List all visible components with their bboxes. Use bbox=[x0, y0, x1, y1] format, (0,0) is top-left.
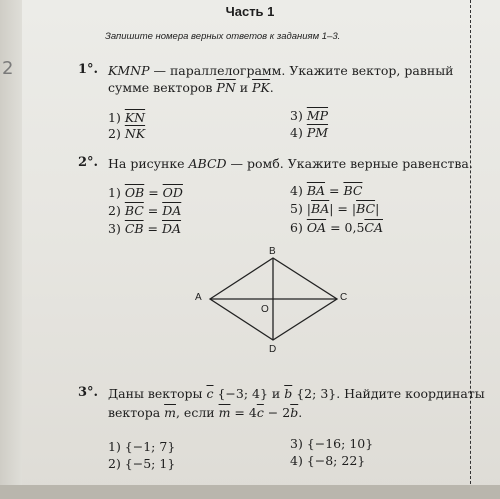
task-3-text-line1: Даны векторы $\overline{c}$ {−3; 4} и $\overline{b}$ {2; 3}. Найдите координаты bbox=[108, 386, 485, 401]
vertex-b-label: B bbox=[269, 246, 276, 257]
vertex-a-label: A bbox=[195, 292, 202, 303]
rhombus-figure bbox=[190, 248, 360, 358]
rhombus-diagram bbox=[190, 248, 360, 358]
task-2-option-6: 6) $\overline{OA} = 0,5\overline{CA}$ bbox=[290, 220, 383, 235]
task-2-option-2: 2) $\overline{BC} = \overline{DA}$ bbox=[108, 203, 182, 218]
vertex-d-label: D bbox=[269, 344, 277, 355]
task-1-text-line2: сумме векторов $\overline{PN}$ и $\overline{PK}$. bbox=[108, 80, 274, 95]
task-3-option-3: 3) {−16; 10} bbox=[290, 436, 374, 451]
task-1-text-line1: KMNP — параллелограмм. Укажите вектор, равный bbox=[108, 63, 454, 78]
task-3-text-line2: вектора $\overline{m}$, если $\overline{m} = 4\overline{c} - 2\overline{b}$. bbox=[108, 405, 303, 420]
margin-mark: 2 bbox=[2, 58, 14, 79]
task-3-option-1: 1) {−1; 7} bbox=[108, 439, 176, 454]
task-2-option-5: 5) $|\overline{BA}| = |\overline{BC}|$ bbox=[290, 201, 380, 216]
task-2-number: 2°. bbox=[78, 155, 99, 170]
vertex-c-label: C bbox=[340, 292, 348, 303]
task-2-text: На рисунке ABCD — ромб. Укажите верные равенства. bbox=[108, 156, 473, 171]
cut-line bbox=[470, 0, 471, 499]
task-3-option-2: 2) {−5; 1} bbox=[108, 456, 176, 471]
task-3-number: 3°. bbox=[78, 385, 99, 400]
page-title: Часть 1 bbox=[225, 4, 275, 19]
task-2-option-3: 3) $\overline{CB} = \overline{DA}$ bbox=[108, 221, 182, 236]
page-bottom-edge bbox=[0, 485, 500, 499]
task-1-option-1: 1) $\overline{KN}$ bbox=[108, 110, 146, 125]
task-1-number: 1°. bbox=[78, 62, 99, 77]
task-1-option-3: 3) $\overline{MP}$ bbox=[290, 108, 329, 123]
task-2-option-4: 4) $\overline{BA} = \overline{BC}$ bbox=[290, 183, 363, 198]
task-1-option-4: 4) $\overline{PM}$ bbox=[290, 125, 329, 140]
instruction: Запишите номера верных ответов к заданиям 1–3. bbox=[105, 31, 341, 42]
task-3-option-4: 4) {−8; 22} bbox=[290, 453, 366, 468]
task-1-option-2: 2) $\overline{NK}$ bbox=[108, 126, 146, 141]
center-o-label: O bbox=[261, 304, 269, 315]
task-2-option-1: 1) $\overline{OB} = \overline{OD}$ bbox=[108, 185, 183, 200]
